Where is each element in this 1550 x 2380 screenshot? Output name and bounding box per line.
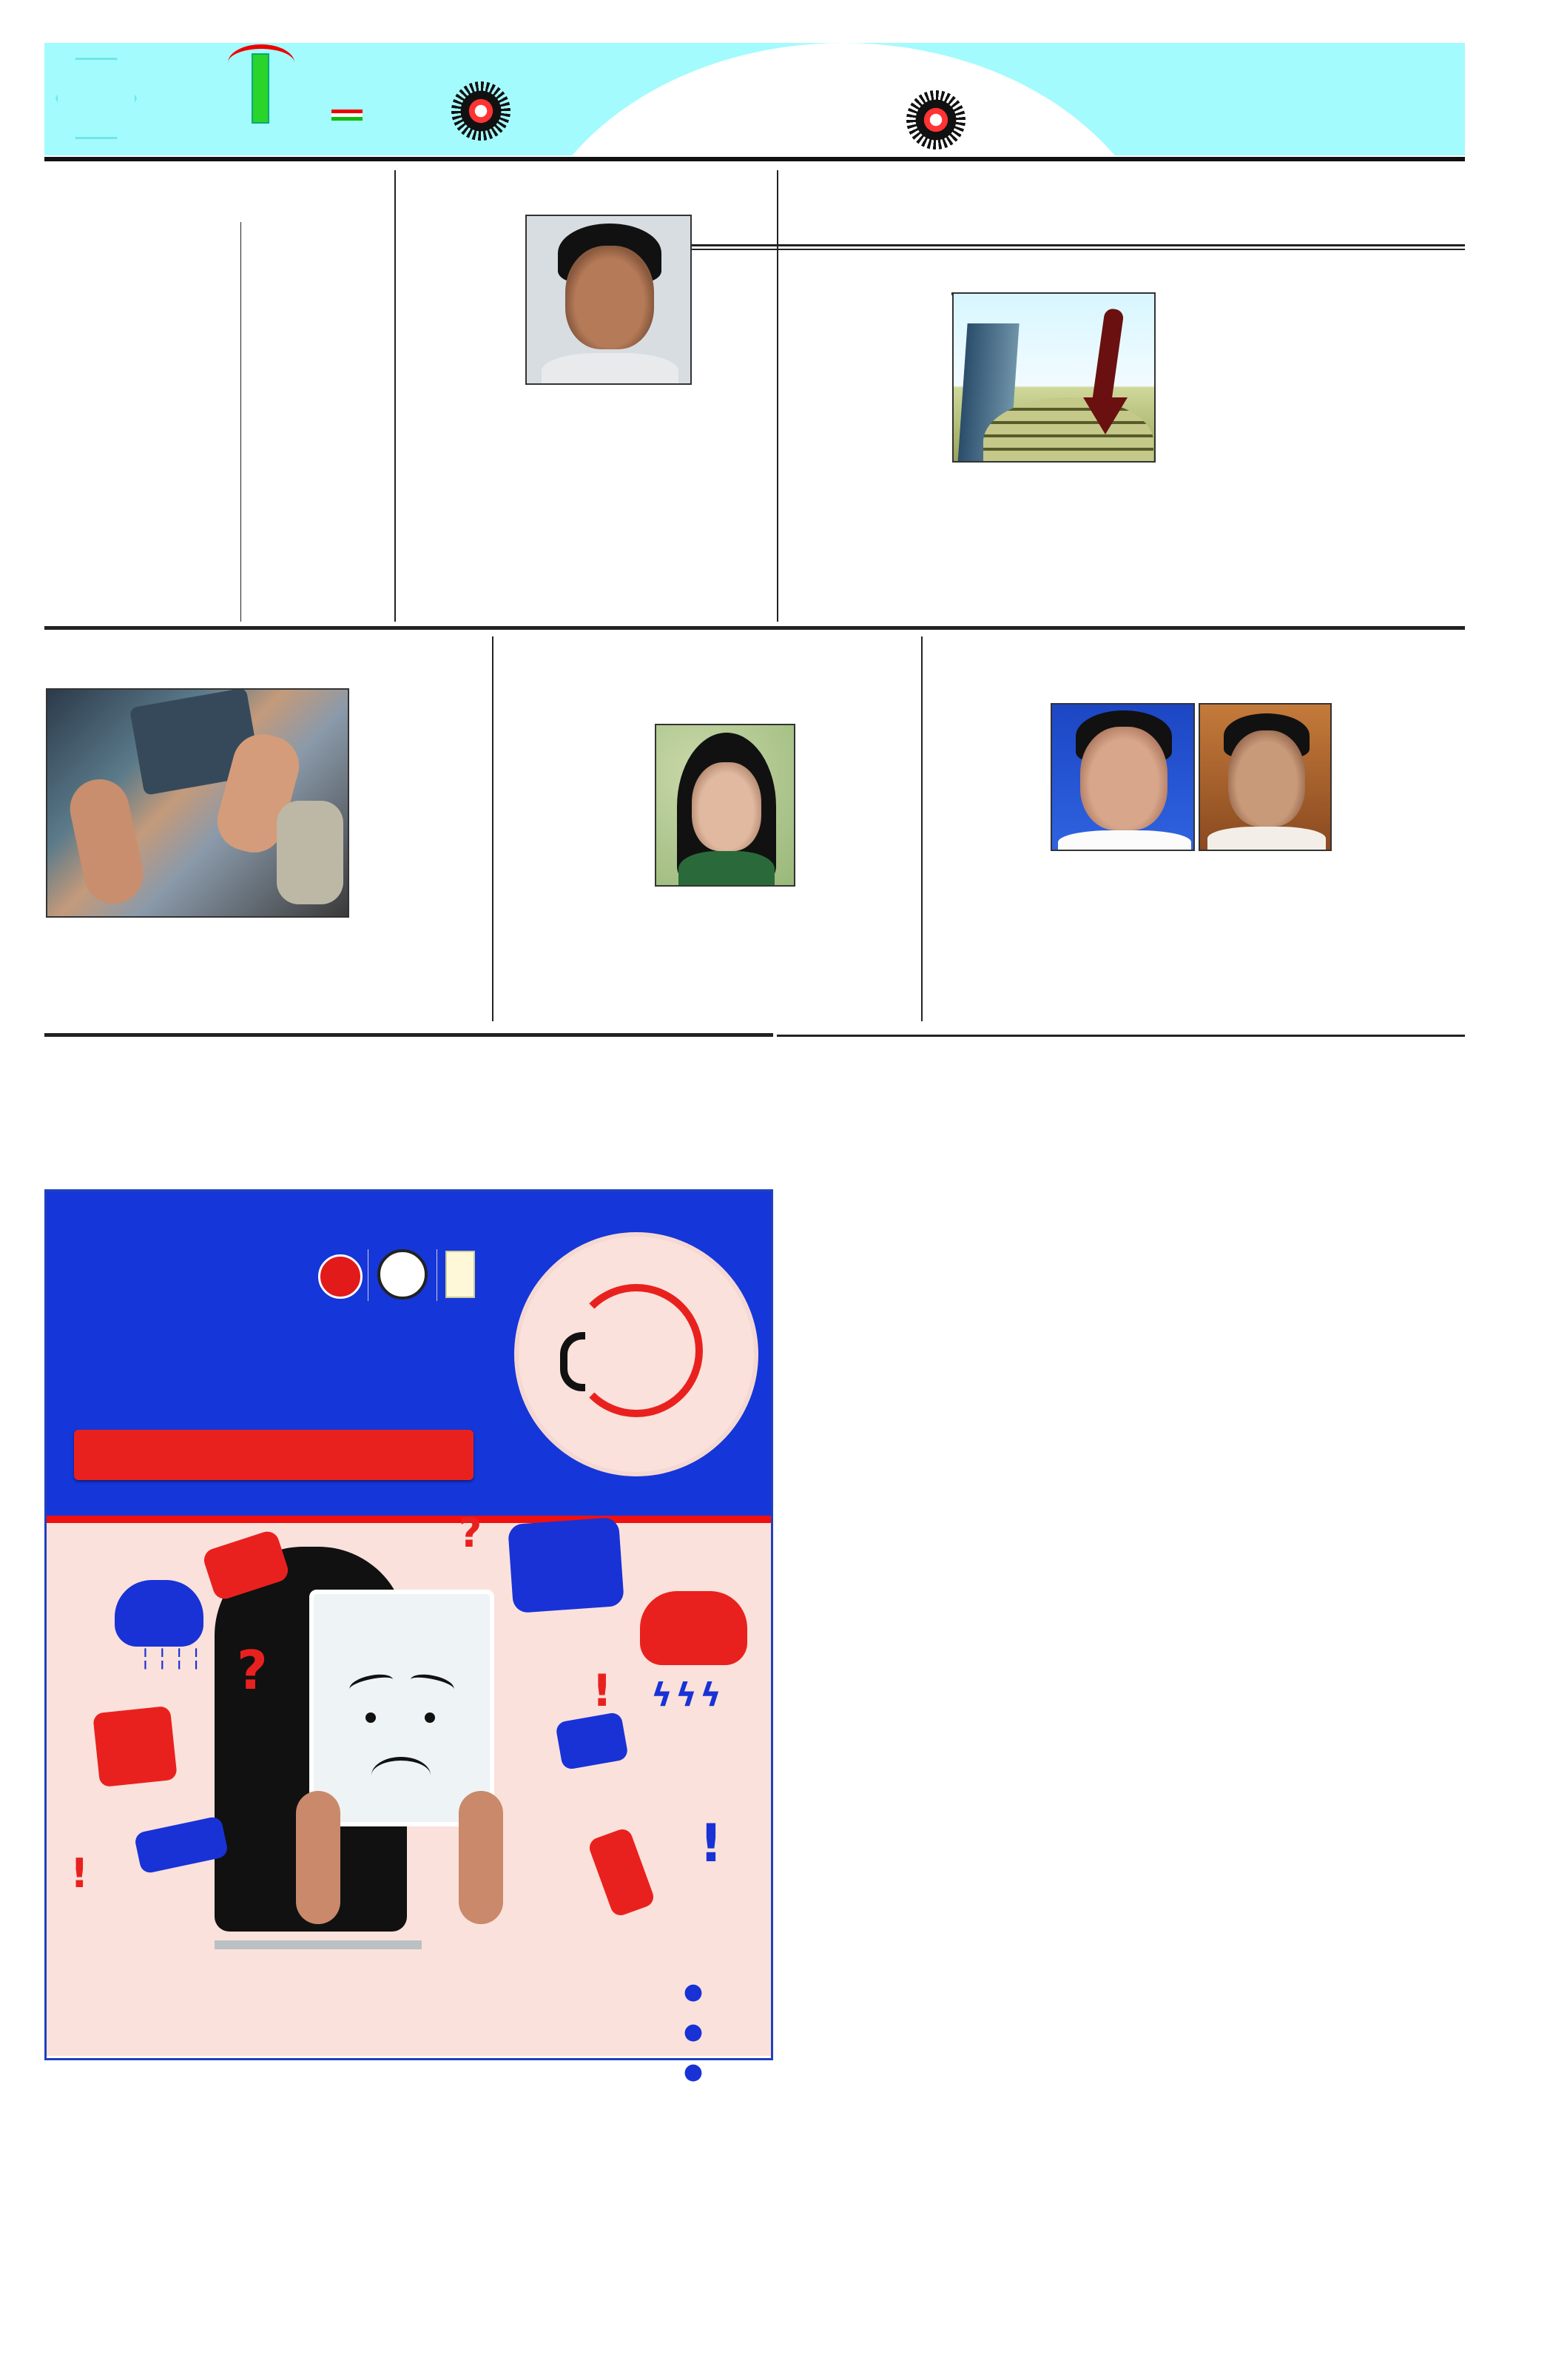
mehbooba-column-1: [803, 724, 917, 887]
hakim-column-2: [525, 391, 692, 620]
hand-left: [296, 1791, 340, 1924]
section-rule: [44, 626, 1465, 630]
bharat-jodo-column-1: [244, 272, 388, 620]
exclamation-icon: !: [699, 1813, 723, 1874]
section-rule: [44, 1033, 773, 1037]
ad-divider: [47, 1516, 771, 1523]
protest-photo: [46, 688, 349, 918]
eyebrow-shape: [408, 1671, 456, 1698]
mehbooba-intro: [499, 677, 917, 722]
lightning-icon: ϟϟϟ: [651, 1676, 725, 1714]
flag-stripes-icon: [331, 110, 363, 120]
eye-shape: [425, 1712, 435, 1723]
bubble-suicidal-thoughts: [640, 1591, 747, 1665]
farhad-hakim-photo: [525, 215, 692, 385]
mamata-banerjee-photo: [1051, 703, 1195, 851]
lead-column-3: [952, 468, 1156, 620]
hand-right: [459, 1791, 503, 1924]
frown-shape: [371, 1757, 431, 1794]
bubble-addiction: [115, 1580, 203, 1647]
exclamation-icon: !: [70, 1850, 89, 1897]
mamata-column-1: [1339, 703, 1465, 1021]
mamata-column-3: [929, 858, 1335, 1021]
ad-subtitle: [85, 1384, 462, 1428]
phone-handset-icon: [560, 1332, 585, 1391]
bharat-jodo-headline-2: [244, 209, 392, 249]
akhilesh-yadav-photo: [1199, 703, 1332, 851]
question-mark-icon: ?: [237, 1639, 268, 1701]
masthead-rule: [44, 157, 1465, 161]
sad-face-tablet: [309, 1590, 494, 1826]
lead-column-1: [1200, 317, 1465, 619]
bharat-jodo-column-2: [52, 170, 237, 620]
mamata-column-2: [929, 688, 1047, 851]
stock-exchange-photo: [952, 292, 1156, 463]
bharat-jodo-headline-1: [244, 169, 392, 209]
mehbooba-headline: [499, 635, 917, 676]
hammer-headline: [44, 1042, 773, 1094]
ad-red-banner: [74, 1430, 474, 1480]
mehbooba-column-3: [503, 892, 917, 1021]
mehbooba-mufti-photo: [655, 724, 795, 887]
mehbooba-column-2: [503, 724, 647, 887]
sunburst-emblem-icon: [906, 90, 966, 149]
health-dept-logo-icon: [445, 1251, 475, 1298]
masthead-center-panel: [488, 43, 1199, 155]
ssb-protest-headline: [44, 635, 488, 679]
bubble-mental-tension: [508, 1517, 624, 1613]
exclamation-icon: !: [592, 1665, 613, 1717]
eye-shape: [365, 1712, 376, 1723]
sunburst-emblem-icon: [451, 81, 511, 141]
ad-bullet-item: ●: [683, 1979, 703, 2005]
hakim-column-1: [695, 235, 766, 620]
rain-drops-icon: ╎╎╎╎: [139, 1647, 207, 1671]
ssb-column-1: [355, 707, 485, 1021]
question-mark-icon: ?: [459, 1510, 482, 1556]
tele-manas-label: [533, 1245, 740, 1274]
ssb-column-2: [46, 924, 349, 1021]
hakim-column-3: [405, 216, 516, 620]
up-govt-emblem-icon: [377, 1249, 428, 1300]
refresh-arrow-icon: [570, 1284, 703, 1417]
bubble-bad-thoughts: [92, 1706, 178, 1787]
logo-one-icon: [252, 53, 269, 124]
tablet-shadow: [215, 1940, 422, 1949]
mamata-akhilesh-headline: [929, 635, 1465, 682]
hakim-headline: [400, 169, 769, 213]
nhm-logo-icon: [318, 1254, 363, 1299]
lead-column-4: [784, 295, 941, 620]
ad-bullet-item: ●: [683, 2019, 703, 2045]
hammer-body: [46, 1097, 771, 1174]
ad-title: [85, 1302, 462, 1376]
eyebrow-shape: [348, 1671, 395, 1698]
ad-bullet-list: [96, 1972, 710, 2092]
section-rule: [777, 1035, 1465, 1037]
ad-bullet-item: ●: [683, 2059, 703, 2085]
